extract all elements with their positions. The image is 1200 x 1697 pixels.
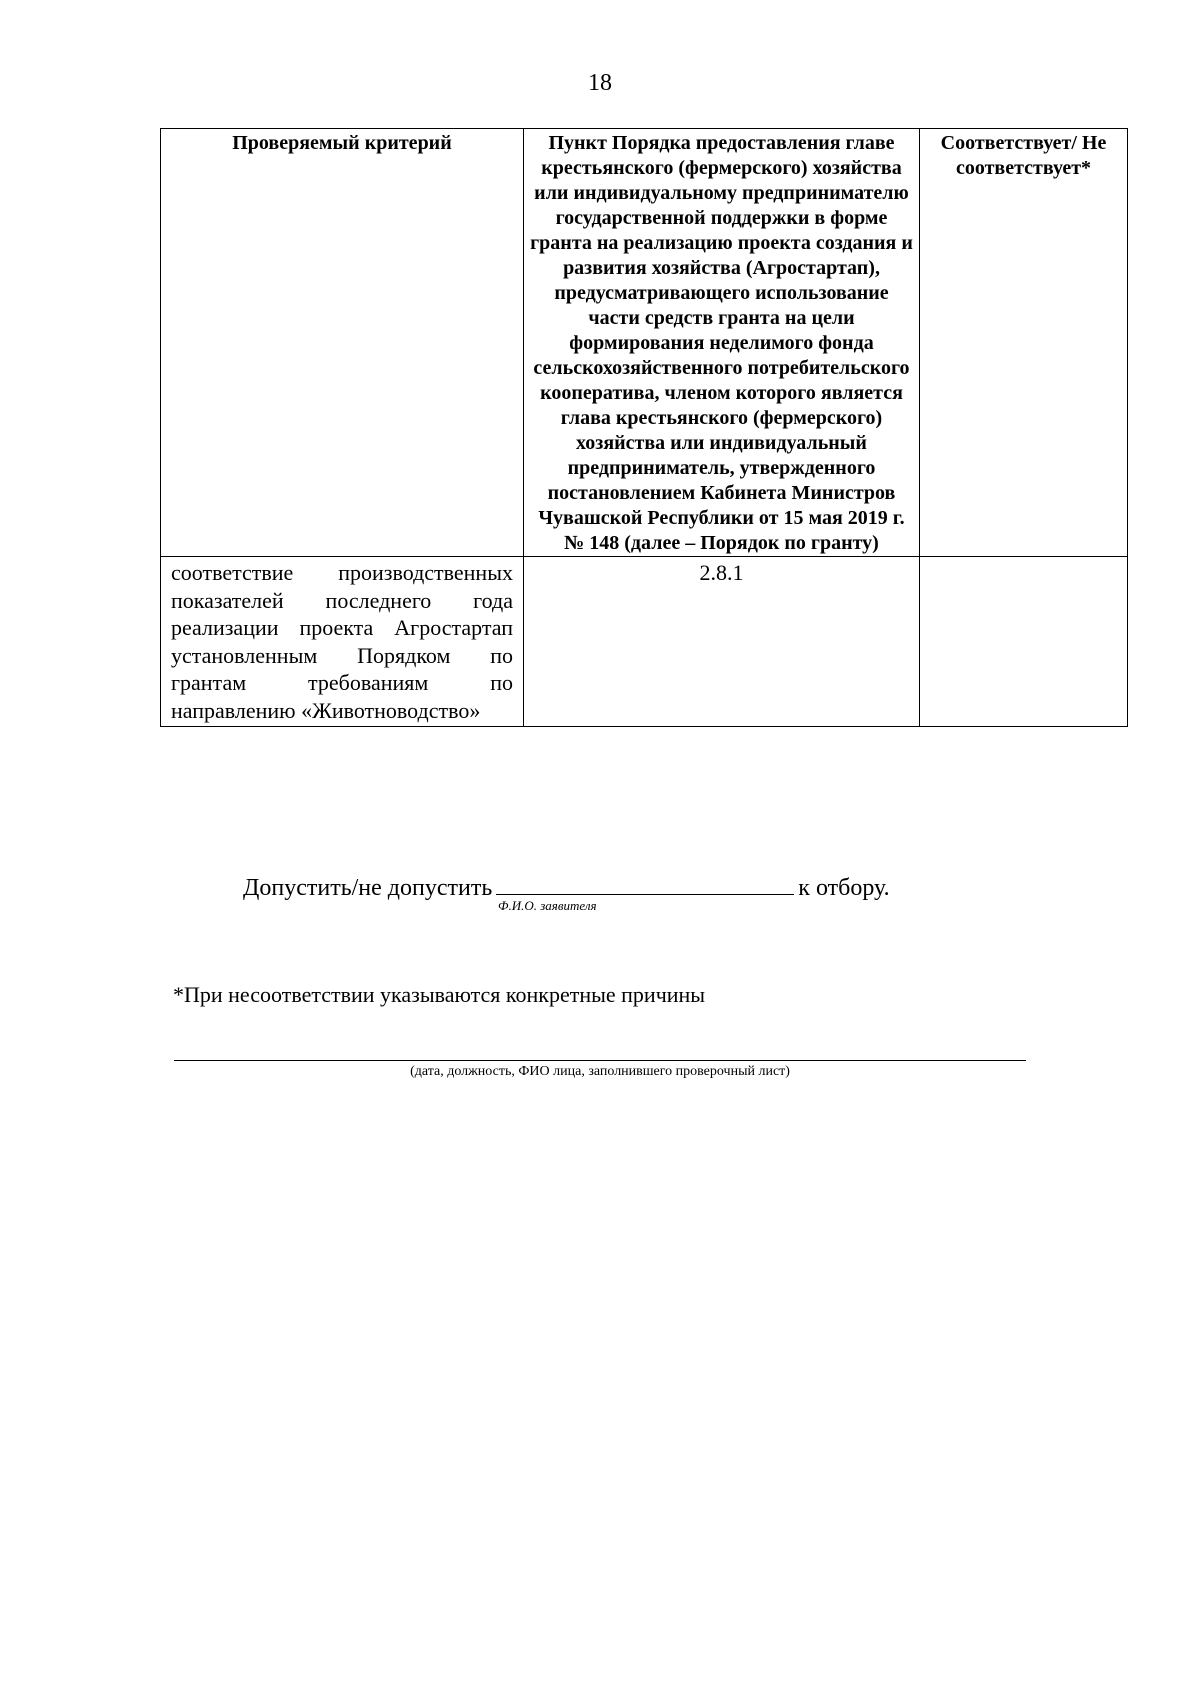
signature-line[interactable] bbox=[174, 1060, 1026, 1061]
header-procedure-item: Пункт Порядка предоставления главе крестьянского (фермерского) хозяйства или индивидуальному предпринимателю государственной поддержки в форме гранта на реализацию проекта создания и развития хозяйства (Агростартап), предусматривающего использование части средств гранта на цели формирования неделимого фонда сельскохозяйственного потребительского кооператива, членом которого является глава крестьянского (фермерского) хозяйства или индивидуальный предприниматель, утвержденного постановлением Кабинета Министров Чувашской Республики от 15 мая 2019 г. № 148 (далее – Порядок по гранту) bbox=[524, 129, 920, 557]
criteria-table bbox=[160, 128, 1128, 727]
header-criterion: Проверяемый критерий bbox=[161, 129, 524, 557]
signature-caption: (дата, должность, ФИО лица, заполнившего проверочный лист) bbox=[410, 1064, 790, 1079]
criterion-cell: соответствие производственных показателей последнего года реализации проекта Агростартап установленным Порядком по грантам требованиям по направлению «Животноводство» bbox=[161, 557, 524, 727]
table-row bbox=[161, 557, 1128, 727]
applicant-name-caption: Ф.И.О. заявителя bbox=[498, 898, 597, 913]
compliance-cell[interactable] bbox=[920, 557, 1128, 727]
page-number: 18 bbox=[588, 70, 612, 96]
procedure-item-cell: 2.8.1 bbox=[524, 557, 920, 727]
table-header-row bbox=[161, 129, 1128, 557]
header-compliance: Соответствует/ Не соответствует* bbox=[920, 129, 1128, 557]
applicant-name-blank[interactable] bbox=[496, 870, 794, 895]
footnote: *При несоответствии указываются конкретные причины bbox=[173, 982, 706, 1007]
admission-prefix: Допустить/не допустить bbox=[243, 875, 493, 901]
admission-suffix: к отбору. bbox=[798, 875, 890, 901]
